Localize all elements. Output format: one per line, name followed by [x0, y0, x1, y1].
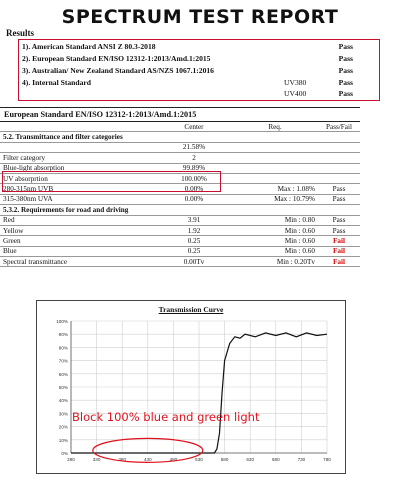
result-label: 4). Internal Standard	[22, 78, 91, 87]
row-name: Filter category	[0, 153, 156, 163]
section-row	[0, 205, 360, 215]
row-name: UV absorprtion	[0, 173, 156, 183]
row-center-value: 100.00%	[156, 173, 232, 183]
row-center-value: 2	[156, 153, 232, 163]
table-row	[0, 257, 360, 267]
row-requirement	[232, 163, 318, 173]
row-center-value: 0.25	[156, 236, 232, 246]
result-value: Pass	[338, 42, 353, 51]
row-result: Fail	[318, 246, 360, 256]
chart-title: Transmission Curve	[158, 305, 224, 314]
result-sub: UV380	[284, 78, 307, 87]
y-tick-label: 60%	[58, 371, 68, 377]
row-center-value: 99.89%	[156, 163, 232, 173]
row-requirement: Min : 0.20Tv	[232, 257, 318, 267]
row-name: Yellow	[0, 225, 156, 235]
row-result: Fail	[318, 257, 360, 267]
row-requirement	[232, 153, 318, 163]
row-result	[318, 163, 360, 173]
results-box	[18, 39, 380, 101]
row-name: 315-380nm UVA	[0, 194, 156, 204]
row-name	[0, 142, 156, 152]
chart-annotation: Block 100% blue and green light	[72, 410, 260, 424]
row-requirement: Min : 0.60	[232, 236, 318, 246]
x-tick-label: 380	[118, 457, 127, 462]
y-tick-label: 90%	[58, 332, 68, 338]
result-value: Pass	[338, 66, 353, 75]
result-value: Pass	[338, 54, 353, 63]
measurement-table	[0, 122, 360, 267]
row-result	[318, 142, 360, 152]
report-title: SPECTRUM TEST REPORT	[61, 6, 339, 28]
table-header-row	[0, 122, 360, 132]
row-requirement: Max : 1.08%	[232, 184, 318, 194]
section-title: 5.3.2. Requirements for road and driving	[0, 205, 360, 215]
x-tick-label: 630	[246, 457, 255, 462]
row-name: Blue	[0, 246, 156, 256]
header-pass-fail: Pass/Fail	[318, 122, 360, 132]
row-requirement	[232, 173, 318, 183]
y-tick-label: 50%	[58, 385, 68, 390]
row-center-value: 21.58%	[156, 142, 232, 152]
section-title: 5.2. Transmittance and filter categories	[0, 132, 360, 142]
row-requirement: Min : 0.80	[232, 215, 318, 225]
row-result: Pass	[318, 194, 360, 204]
result-value: Pass	[338, 78, 353, 87]
result-sub: UV400	[284, 89, 307, 98]
row-result: Fail	[318, 236, 360, 246]
transmission-chart	[36, 300, 346, 474]
row-name: Green	[0, 236, 156, 246]
row-center-value: 0.00Tv	[156, 257, 232, 267]
section-row	[0, 132, 360, 142]
result-value: Pass	[338, 89, 353, 98]
x-tick-label: 730	[297, 457, 306, 462]
x-tick-label: 680	[271, 457, 280, 462]
result-row	[22, 42, 373, 54]
y-tick-label: 30%	[58, 411, 68, 417]
table-row	[0, 153, 360, 163]
row-center-value: 0.25	[156, 246, 232, 256]
x-tick-label: 580	[220, 457, 229, 462]
x-tick-label: 280	[67, 457, 75, 462]
row-name: 280-315nm UVB	[0, 184, 156, 194]
table-row	[0, 215, 360, 225]
table-row	[0, 142, 360, 152]
x-tick-label: 480	[169, 457, 178, 462]
row-result: Pass	[318, 215, 360, 225]
row-name: Red	[0, 215, 156, 225]
report-table-title: European Standard EN/ISO 12312-1:2013/Amd.1:2015	[0, 108, 360, 122]
x-tick-label: 430	[143, 457, 152, 462]
result-row	[22, 54, 373, 66]
y-tick-label: 100%	[56, 319, 68, 324]
row-result: Pass	[318, 225, 360, 235]
table-row	[0, 225, 360, 235]
y-tick-label: 20%	[58, 424, 68, 430]
row-requirement: Min : 0.60	[232, 225, 318, 235]
table-row	[0, 246, 360, 256]
x-tick-label: 780	[323, 457, 331, 462]
row-name: Blue-light absorption	[0, 163, 156, 173]
row-requirement: Max : 10.79%	[232, 194, 318, 204]
y-tick-label: 80%	[58, 345, 68, 351]
row-result: Pass	[318, 184, 360, 194]
y-tick-label: 40%	[58, 398, 68, 404]
results-label: Results	[6, 28, 35, 38]
result-label: 2). European Standard EN/ISO 12312-1:2013/Amd.1:2015	[22, 54, 211, 63]
row-center-value: 0.00%	[156, 194, 232, 204]
row-requirement: Min : 0.60	[232, 246, 318, 256]
row-name: Spectral transmittance	[0, 257, 156, 267]
result-row	[22, 89, 373, 101]
x-tick-label: 530	[195, 457, 203, 462]
result-row	[22, 66, 373, 78]
row-result	[318, 153, 360, 163]
highlight-box	[2, 171, 221, 192]
y-tick-label: 0%	[61, 451, 68, 456]
y-tick-label: 70%	[58, 358, 68, 364]
header-center: Center	[156, 122, 232, 132]
table-row	[0, 236, 360, 246]
result-label: 3). Australian/ New Zealand Standard AS/NZS 1067.1:2016	[22, 66, 214, 75]
row-center-value: 0.00%	[156, 184, 232, 194]
row-center-value: 3.91	[156, 215, 232, 225]
header-req: Req.	[232, 122, 318, 132]
chart-plot	[37, 301, 345, 473]
result-label: 1). American Standard ANSI Z 80.3-2018	[22, 42, 156, 51]
row-result	[318, 173, 360, 183]
x-tick-label: 330	[92, 457, 101, 462]
y-tick-label: 10%	[58, 437, 68, 443]
row-requirement	[232, 142, 318, 152]
table-row	[0, 194, 360, 204]
row-center-value: 1.92	[156, 225, 232, 235]
